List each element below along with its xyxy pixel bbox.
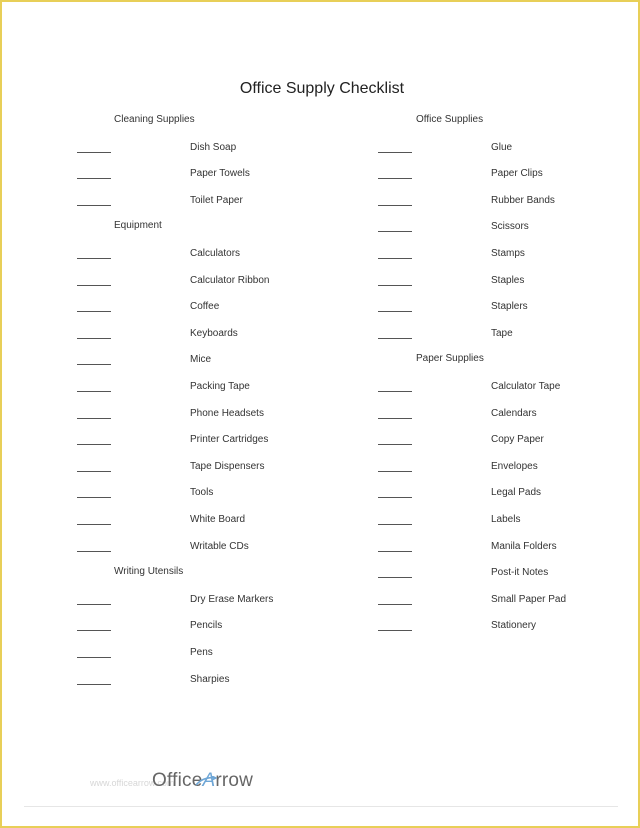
checklist-row xyxy=(2,593,640,607)
logo-suffix: rrow xyxy=(215,770,254,791)
logo-prefix: Office xyxy=(152,770,203,791)
checklist-row xyxy=(2,619,640,633)
checklist-item-label: Printer Cartridges xyxy=(190,434,269,446)
checklist-item-label: Post-it Notes xyxy=(491,567,549,579)
checklist-item-label: Staples xyxy=(491,274,525,286)
checkmark-blank-line[interactable] xyxy=(378,258,412,259)
checklist-item-label: Keyboards xyxy=(190,327,238,339)
checkmark-blank-line[interactable] xyxy=(378,205,412,206)
checkmark-blank-line[interactable] xyxy=(378,285,412,286)
checkmark-blank-line[interactable] xyxy=(378,630,412,631)
checklist-item-label: Pencils xyxy=(190,620,223,632)
checklist-item-label: Dish Soap xyxy=(190,141,237,153)
checklist-row xyxy=(2,194,640,208)
checkmark-blank-line[interactable] xyxy=(378,338,412,339)
checklist-item-label: Packing Tape xyxy=(190,381,250,392)
section-heading: Cleaning Supplies xyxy=(114,114,195,125)
checkmark-blank-line[interactable] xyxy=(378,471,412,472)
checklist-row xyxy=(2,220,640,234)
checklist-item-label: Dry Erase Markers xyxy=(190,593,274,605)
checkmark-blank-line[interactable] xyxy=(378,497,412,498)
checklist-item-label: Sharpies xyxy=(190,673,230,685)
checklist-item-label: Staplers xyxy=(491,301,528,313)
checklist-item-label: Calculator Tape xyxy=(491,381,561,392)
checklist-item-label: Calculators xyxy=(190,248,241,259)
checklist-row xyxy=(2,513,640,527)
checkmark-blank-line[interactable] xyxy=(378,524,412,525)
checklist-item-label: White Board xyxy=(190,514,246,525)
checkmark-blank-line[interactable] xyxy=(378,604,412,605)
checklist-item-label: Rubber Bands xyxy=(491,194,555,206)
checklist-item-label: Tape xyxy=(491,327,513,339)
checkmark-blank-line[interactable] xyxy=(378,551,412,552)
checklist-row xyxy=(2,380,640,394)
checklist-item-label: Envelopes xyxy=(491,460,538,472)
page-title: Office Supply Checklist xyxy=(239,80,405,97)
checkmark-blank-line[interactable] xyxy=(378,418,412,419)
checklist-row xyxy=(2,407,640,421)
checklist-row xyxy=(2,141,640,155)
checkmark-blank-line[interactable] xyxy=(378,311,412,312)
checklist-item-label: Labels xyxy=(491,514,521,525)
checklist-item-label: Tape Dispensers xyxy=(190,460,265,472)
checklist-item-label: Phone Headsets xyxy=(190,407,264,419)
checklist-item-label: Calculator Ribbon xyxy=(190,274,270,286)
watermark: www.officearrow.com xyxy=(90,778,175,788)
checklist-item-label: Legal Pads xyxy=(491,487,542,499)
checklist-item-label: Small Paper Pad xyxy=(491,593,567,605)
checklist-item-label: Paper Clips xyxy=(491,168,543,180)
checklist-item-label: Calendars xyxy=(491,407,537,419)
bottom-divider xyxy=(24,806,618,807)
checklist-item-label: Toilet Paper xyxy=(190,194,243,206)
checklist-row xyxy=(2,540,640,554)
checklist-item-label: Paper Towels xyxy=(190,168,250,180)
checklist-item-label: Writable CDs xyxy=(190,540,249,552)
right-column xyxy=(2,2,640,702)
checkmark-blank-line[interactable] xyxy=(378,152,412,153)
checklist-row xyxy=(2,247,640,261)
checklist-item-label: Manila Folders xyxy=(491,540,557,552)
checklist-row xyxy=(2,300,640,314)
checklist-row xyxy=(2,460,640,474)
checklist-row xyxy=(2,167,640,181)
checklist-row xyxy=(2,433,640,447)
checklist-item-label: Glue xyxy=(491,141,513,153)
checklist-item-label: Mice xyxy=(190,354,212,366)
section-heading: Paper Supplies xyxy=(416,353,484,365)
checklist-item-label: Copy Paper xyxy=(491,434,544,446)
checklist-item-label: Coffee xyxy=(190,301,220,313)
section-heading: Writing Utensils xyxy=(114,566,184,578)
section-heading: Office Supplies xyxy=(416,114,484,125)
checklist-row xyxy=(2,486,640,500)
checklist-item-label: Scissors xyxy=(491,221,529,233)
checklist-item-label: Stamps xyxy=(491,248,525,259)
checkmark-blank-line[interactable] xyxy=(378,444,412,445)
checkmark-blank-line[interactable] xyxy=(378,577,412,578)
checklist-item-label: Stationery xyxy=(491,620,537,632)
checkmark-blank-line[interactable] xyxy=(378,391,412,392)
logo-arrow-letter: A xyxy=(202,770,215,792)
checkmark-blank-line[interactable] xyxy=(378,178,412,179)
checklist-item-label: Tools xyxy=(190,487,214,499)
checklist-row xyxy=(2,274,640,288)
checklist-row xyxy=(2,327,640,341)
checklist-item-label: Pens xyxy=(190,647,213,658)
section-heading: Equipment xyxy=(114,220,162,232)
arrow-swoosh-icon xyxy=(195,776,217,786)
checkmark-blank-line[interactable] xyxy=(378,231,412,232)
checklist-row xyxy=(2,566,640,580)
office-arrow-logo xyxy=(152,770,253,792)
